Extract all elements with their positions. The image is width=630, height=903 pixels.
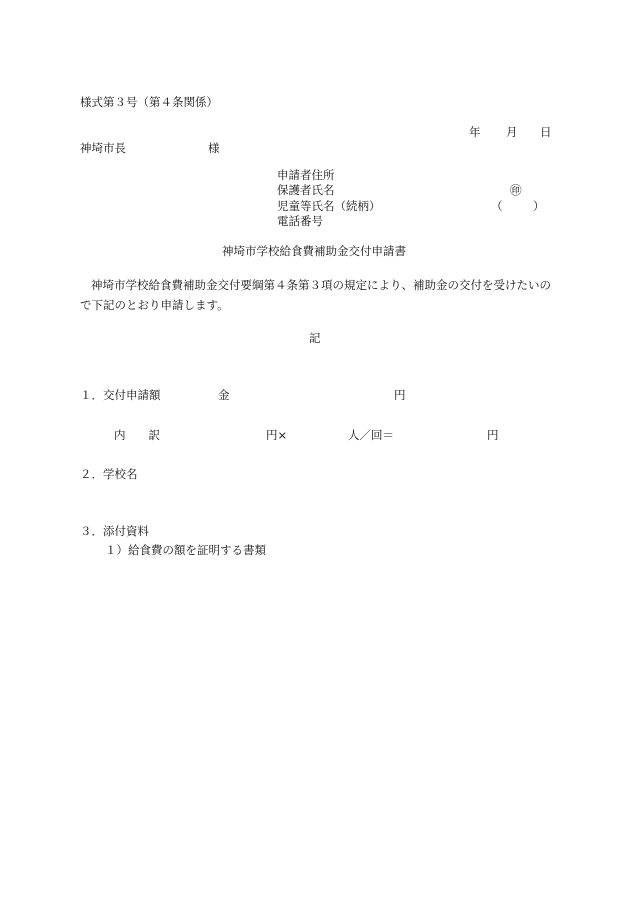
date-year: 年 [469,125,481,139]
relation-paren-open: （ [491,199,503,213]
item1-label: １．交付申請額 [80,388,161,402]
applicant-address-label: 申請者住所 [277,168,335,182]
child-name-label: 児童等氏名（続柄） [277,199,381,213]
item1-yen: 円 [394,388,406,402]
document-title: 神埼市学校給食費補助金交付申請書 [222,244,406,258]
item3-label: ３．添付資料 [80,524,149,538]
breakdown-people-per: 人／回＝ [348,428,394,442]
item3-sub1: １）給食費の額を証明する書類 [105,543,266,557]
addressee-honorific: 様 [208,141,220,155]
date-month: 月 [506,125,518,139]
breakdown-yen: 円 [487,428,499,442]
form-number: 様式第３号（第４条関係） [80,95,218,109]
item1-kin: 金 [218,388,230,402]
breakdown-yen-times: 円× [266,428,288,442]
breakdown-label: 内 訳 [114,428,160,442]
guardian-name-label: 保護者氏名 [277,183,335,197]
addressee-name: 神埼市長 [80,141,126,155]
item2-label: ２．学校名 [80,467,138,481]
relation-paren-close: ） [533,199,545,213]
body-paragraph: 神埼市学校給食費補助金交付要綱第４条第３項の規定により、補助金の交付を受けたいので下記のとおり申請します。 [80,278,551,312]
ki-heading: 記 [309,331,321,345]
phone-number-label: 電話番号 [277,214,323,228]
seal-mark: ㊞ [510,183,522,197]
date-day: 日 [540,125,552,139]
